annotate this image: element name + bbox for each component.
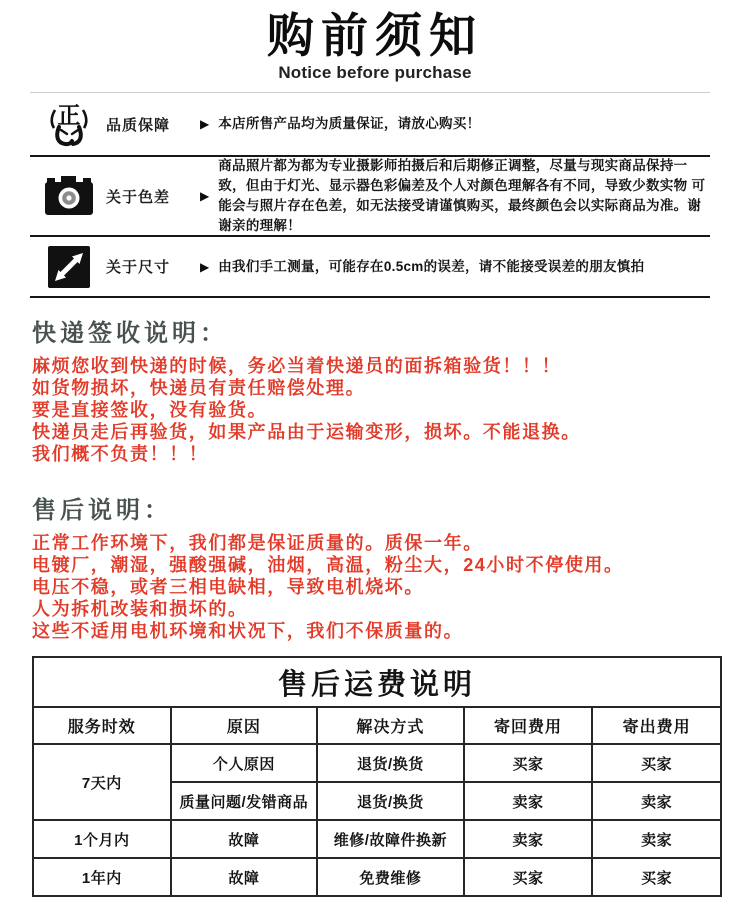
arrow-bullet-icon: ▶ — [200, 117, 210, 131]
cell-return-fee: 卖家 — [464, 782, 593, 820]
cell-reason: 质量问题/发错商品 — [171, 782, 318, 820]
aftersales-section — [32, 490, 720, 642]
camera-icon — [30, 174, 100, 218]
page-title: 购前须知 — [267, 9, 483, 62]
notice-text-quality: 本店所售产品均为质量保证，请放心购买！ — [218, 116, 481, 131]
cell-send-fee: 买家 — [592, 858, 721, 896]
table-row — [33, 744, 721, 782]
notice-label-color: 关于色差 — [106, 188, 171, 206]
resize-diagonal-arrow-icon — [30, 245, 100, 289]
aftersales-section-heading: 售后说明： — [32, 497, 172, 524]
aftersales-line: 正常工作环境下，我们都是保证质量的。质保一年。 — [32, 533, 483, 553]
cell-solution: 维修/故障件换新 — [317, 820, 464, 858]
notice-list — [30, 92, 710, 298]
col-header-reason: 原因 — [171, 707, 318, 744]
table-header-row — [33, 707, 721, 744]
aftersales-line: 电压不稳，或者三相电缺相，导致电机烧坏。 — [32, 577, 424, 597]
notice-text-size: 由我们手工测量，可能存在0.5cm的误差，请不能接受误差的朋友慎拍 — [218, 258, 645, 274]
table-title: 售后运费说明 — [33, 657, 721, 707]
shipping-fee-table — [32, 656, 722, 897]
cell-return-fee: 买家 — [464, 744, 593, 782]
cell-service-time: 1年内 — [33, 858, 171, 896]
table-title-row — [33, 657, 721, 707]
arrow-bullet-icon: ▶ — [200, 189, 210, 203]
notice-row-quality — [30, 93, 710, 157]
aftersales-line: 这些不适用电机环境和状况下，我们不保质量的。 — [32, 621, 464, 641]
cell-send-fee: 卖家 — [592, 782, 721, 820]
cell-reason: 故障 — [171, 858, 318, 896]
notice-row-color — [30, 157, 710, 237]
cell-send-fee: 买家 — [592, 744, 721, 782]
aftersales-line: 电镀厂，潮湿，强酸强碱，油烟，高温，粉尘大，24小时不停使用。 — [32, 555, 624, 575]
cell-return-fee: 买家 — [464, 858, 593, 896]
delivery-section — [32, 313, 720, 465]
page-header — [0, 0, 750, 83]
aftersales-line: 人为拆机改装和损坏的。 — [32, 599, 248, 619]
notice-text-color: 商品照片都为都为专业摄影师拍摄后和后期修正调整，尽量与现实商品保持一致，但由于灯光、显示器色彩偏差及个人对颜色理解各有不同，导致少数实物 可能会与照片存在色差，如无法接受请谨慎购买，最终颜色会以实际商品为准。谢谢亲的理解！ — [218, 158, 706, 233]
delivery-line: 快递员走后再验货，如果产品由于运输变形，损坏。不能退换。 — [32, 422, 581, 442]
col-header-solution: 解决方式 — [317, 707, 464, 744]
arrow-bullet-icon: ▶ — [200, 259, 210, 274]
cell-service-time: 7天内 — [33, 744, 171, 820]
delivery-line: 要是直接签收，没有验货。 — [32, 400, 268, 420]
svg-text:正: 正 — [57, 102, 81, 128]
table-row — [33, 820, 721, 858]
page-subtitle: Notice before purchase — [278, 63, 472, 82]
cell-return-fee: 卖家 — [464, 820, 593, 858]
col-header-send-fee: 寄出费用 — [592, 707, 721, 744]
notice-label-size: 关于尺寸 — [106, 259, 171, 276]
col-header-service-time: 服务时效 — [33, 707, 171, 744]
notice-row-size — [30, 237, 710, 298]
cell-reason: 个人原因 — [171, 744, 318, 782]
shipping-table-section — [32, 656, 722, 897]
table-row — [33, 858, 721, 896]
cell-send-fee: 卖家 — [592, 820, 721, 858]
notice-label-quality: 品质保障 — [106, 116, 171, 134]
cell-service-time: 1个月内 — [33, 820, 171, 858]
cell-reason: 故障 — [171, 820, 318, 858]
cell-solution: 退货/换货 — [317, 782, 464, 820]
delivery-line: 如货物损坏，快递员有责任赔偿处理。 — [32, 378, 366, 398]
cell-solution: 退货/换货 — [317, 744, 464, 782]
hands-holding-genuine-icon — [30, 101, 100, 147]
delivery-section-heading: 快递签收说明： — [32, 320, 228, 347]
delivery-line: 我们概不负责！！！ — [32, 444, 209, 464]
cell-solution: 免费维修 — [317, 858, 464, 896]
delivery-line: 麻烦您收到快递的时候，务必当着快递员的面拆箱验货！！！ — [32, 356, 562, 376]
col-header-return-fee: 寄回费用 — [464, 707, 593, 744]
